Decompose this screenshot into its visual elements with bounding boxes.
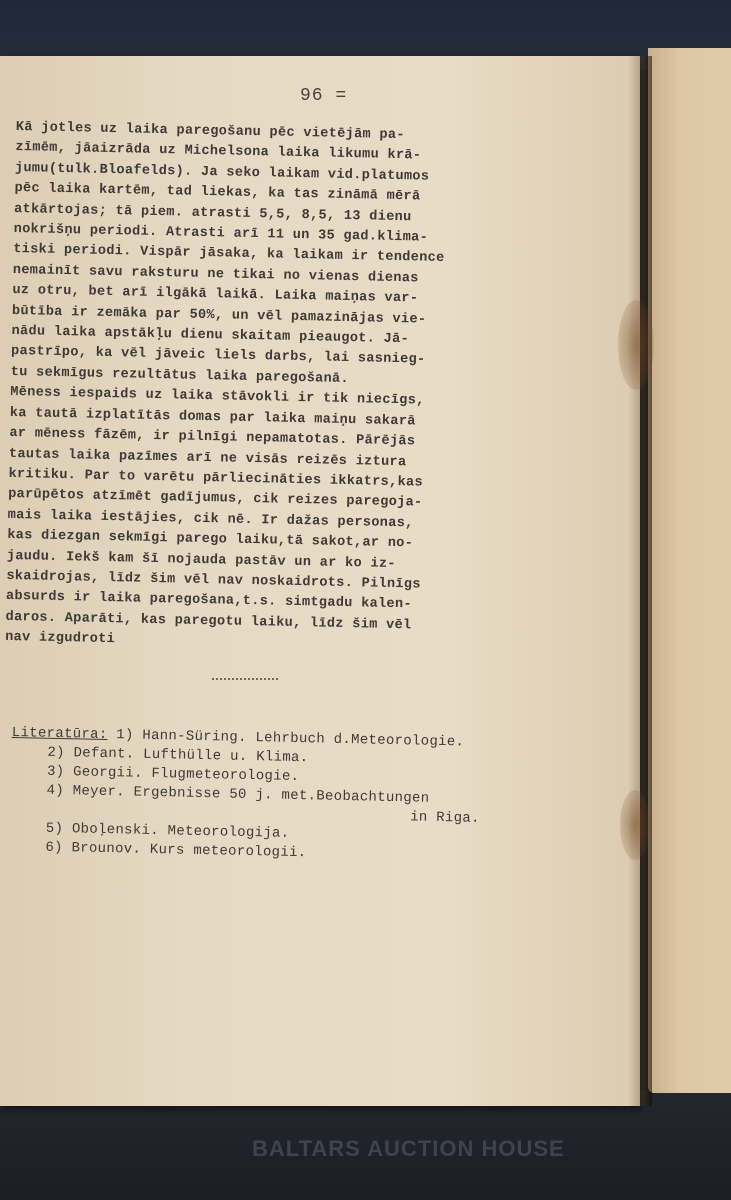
text-line: jaudu. Iekš kam šī nojauda pastāv un ar ko iz-	[6, 548, 396, 572]
text-line: atkārtojas; tā piem. atrasti 5,5, 8,5, 13 dienu	[13, 201, 412, 225]
text-line: skaidrojas, līdz šim vēl nav noskaidrots. Pilnīgs	[6, 568, 421, 593]
text-line: zīmēm, jāaizrāda uz Michelsona laika likumu krā-	[15, 140, 422, 164]
text-line: Kā jotles uz laika paregošanu pēc vietējām pa-	[15, 119, 405, 144]
text-line: kas diezgan sekmīgi parego laiku,tā sakot,ar no-	[7, 528, 414, 552]
text-line: nādu laika apstākļu dienu skaitam pieaugot. Jā-	[11, 324, 410, 348]
text-line: pastrīpo, ka vēl jāveic liels darbs, lai sasnieg-	[10, 344, 426, 369]
text-line: parūpētos atzīmēt gadījumus, cik reizes paregoja-	[7, 487, 423, 511]
text-line: mais laika iestājies, cik nē. Ir dažas personas,	[7, 507, 414, 532]
body-text	[5, 118, 626, 661]
text-line: jumu(tulk.Bloafelds). Ja seko laikam vid.platumos	[14, 160, 430, 185]
literature-list	[9, 724, 622, 870]
auction-watermark: BALTARS AUCTION HOUSE	[252, 1136, 565, 1161]
page-spine-shadow	[628, 56, 652, 1106]
literature-item: 2) Defant. Lufthülle u. Klima.	[47, 744, 309, 767]
literature-heading: Literatūra:	[11, 724, 108, 744]
section-divider	[212, 678, 278, 680]
text-line: nokrišņu periodi. Atrasti arī 11 un 35 gad.klima-	[13, 222, 429, 246]
text-line: ar mēness fāzēm, ir pilnīgi nepamatotas. Pārējās	[9, 426, 416, 450]
literature-item-continuation: in Riga.	[409, 809, 480, 827]
facing-page	[648, 48, 731, 1093]
text-line: kritiku. Par to varētu pārliecināties ikkatrs,kas	[8, 466, 424, 491]
stain-mark	[620, 790, 650, 860]
text-line: būtība ir zemāka par 50%, un vēl pamazinājas vie-	[11, 303, 427, 328]
text-line: Mēness iespaids uz laika stāvokli ir tik niecīgs,	[10, 385, 425, 409]
text-line: nemainīt savu raksturu ne tikai no vienas dienas	[12, 262, 419, 287]
text-line: ka tautā izplatītās domas par laika maiņu sakarā	[9, 405, 416, 430]
text-line: tiski periodi. Vispār jāsaka, ka laikam ir tendence	[13, 242, 445, 267]
literature-item: 3) Georgii. Flugmeteorologie.	[46, 763, 300, 786]
literature-item: 4) Meyer. Ergebnisse 50 j. met.Beobachtungen	[46, 782, 430, 807]
page-number: 96 =	[300, 86, 348, 106]
literature-item: 6) Brounov. Kurs meteorologii.	[45, 839, 307, 862]
literature-item: 1) Hann-Süring. Lehrbuch d.Meteorologie.	[116, 727, 465, 751]
text-line: uz otru, bet arī ilgākā laikā. Laika maiņas var-	[12, 283, 419, 307]
text-line: daros. Aparāti, kas paregotu laiku, līdz šim vēl	[5, 609, 412, 634]
text-line: tu sekmīgus rezultātus laika paregošanā.	[10, 364, 350, 387]
text-line: tautas laika pazīmes arī ne visās reizēs iztura	[8, 446, 407, 470]
text-line: pēc laika kartēm, tad liekas, ka tas zināmā mērā	[14, 181, 421, 205]
text-line: nav izgudroti	[4, 630, 116, 648]
stain-mark	[618, 300, 654, 390]
literature-item: 5) Oboļenski. Meteorologija.	[45, 820, 290, 842]
text-line: absurds ir laika paregošana,t.s. simtgadu kalen-	[5, 589, 413, 613]
